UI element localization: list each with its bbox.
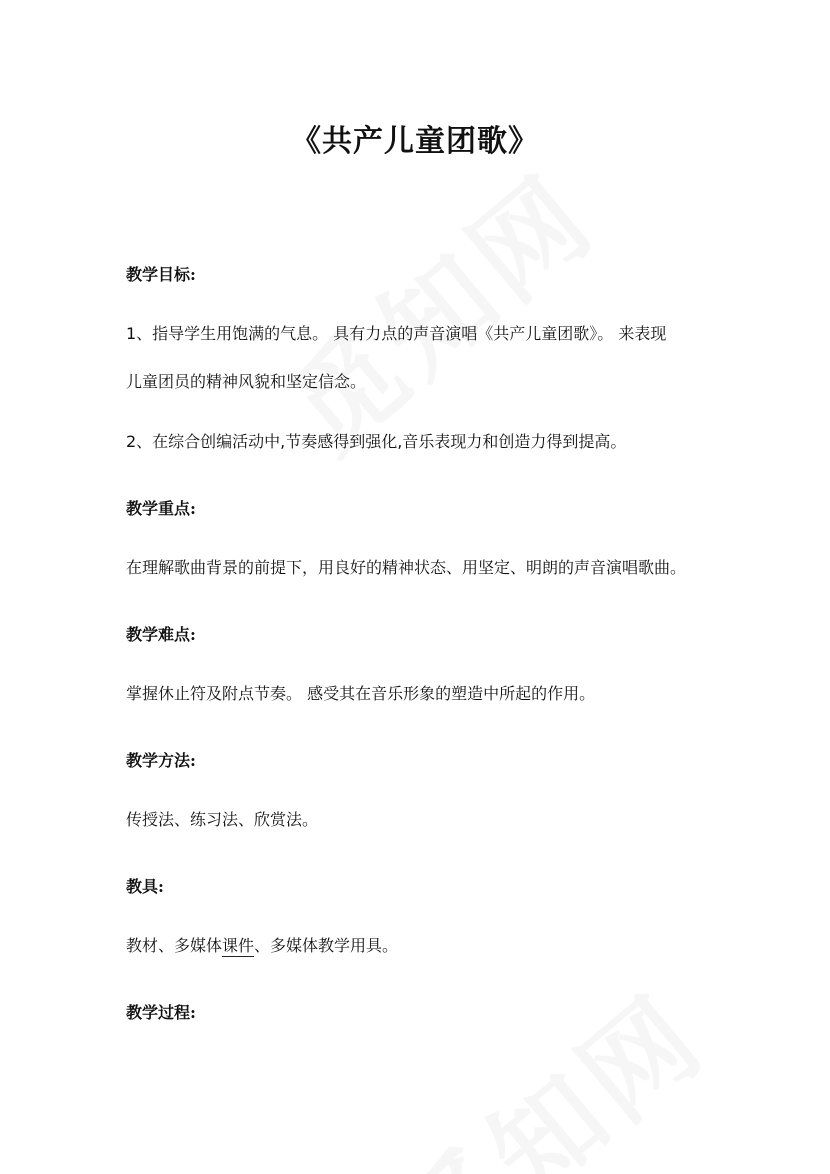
document-title: 《共产儿童团歌》: [291, 124, 539, 159]
key-points-text: 在理解歌曲背景的前提下，用良好的精神状态、用坚定、明朗的声音演唱歌曲。: [126, 558, 687, 577]
methods-heading: 教学方法:: [126, 751, 196, 770]
tools-text-after: 、多媒体教学用具。: [254, 936, 399, 955]
goals-heading: 教学目标:: [126, 265, 196, 284]
tools-text-underlined: 课件: [222, 936, 255, 955]
difficulties-heading: 教学难点:: [126, 625, 196, 644]
tools-text-before: 教材、多媒体: [126, 936, 223, 955]
tools-heading: 教具:: [126, 877, 164, 896]
goals-item-1-line-1: 1、指导学生用饱满的气息。 具有力点的声音演唱《共产儿童团歌》。 来表现: [126, 324, 667, 343]
goals-item-1-line-2: 儿童团员的精神风貌和坚定信念。: [126, 372, 367, 391]
key-points-heading: 教学重点:: [126, 499, 196, 518]
process-heading: 教学过程:: [126, 1003, 196, 1022]
difficulties-text: 掌握休止符及附点节奏。 感受其在音乐形象的塑造中所起的作用。: [126, 684, 596, 703]
tools-text: [126, 922, 716, 970]
goals-item-2: 2、在综合创编活动中,节奏感得到强化,音乐表现力和创造力得到提高。: [126, 432, 627, 451]
watermark: [360, 952, 733, 1174]
methods-text: 传授法、练习法、欣赏法。: [126, 810, 319, 829]
